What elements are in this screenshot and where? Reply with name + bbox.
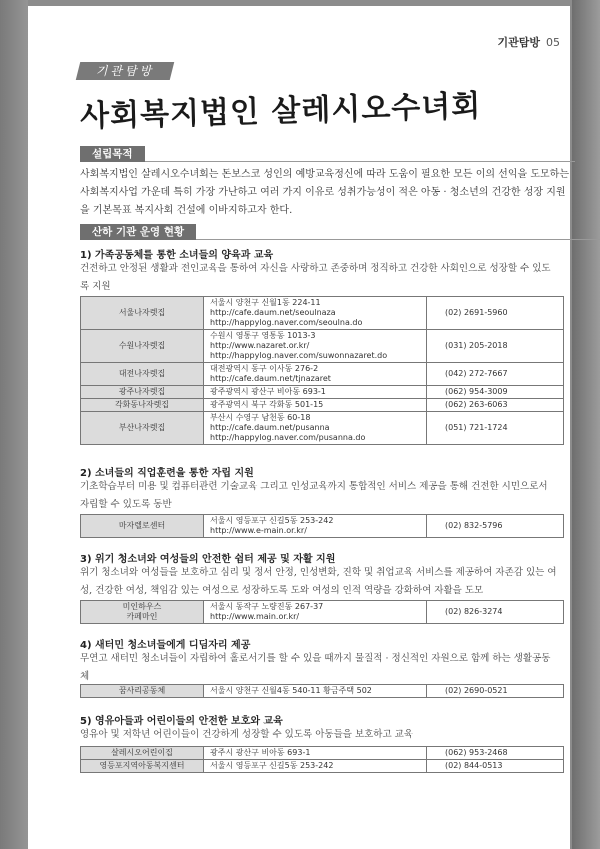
institution-phone: (02) 844-0513 <box>427 760 564 773</box>
section-2-desc: 기초학습부터 미용 및 컴퓨터관련 기술교육 그리고 인성교육까지 통합적인 서비스 제공을 통해 건전한 시민으로서 자립할 수 있도록 동반 <box>80 481 548 510</box>
purpose-text: 사회복지법인 살레시오수녀회는 돈보스코 성인의 예방교육정신에 따라 도움이 필요한 모든 이의 선익을 도모하는 사회복지사업 가운데 특히 가장 가난하고 여러 가지 이유로 성취가능성이 적은 아동 · 청소년의 건강한 성장 지원을 기본목표 복지사회 건설에 이바지하고자 한다. <box>80 169 569 216</box>
institution-row <box>81 685 564 698</box>
section-5-table <box>80 746 564 773</box>
institution-row <box>81 515 564 538</box>
institution-name: 서울나자렛집 <box>81 297 204 330</box>
section-2-table <box>80 514 564 538</box>
institution-url[interactable]: http://cafe.daum.net/tjnazaret <box>210 374 331 383</box>
institution-phone: (051) 721-1724 <box>427 412 564 445</box>
section-4-desc: 무연고 새터민 청소녀들이 자립하여 홀로서기를 할 수 있을 때까지 물질적 · 정신적인 자원으로 함께 하는 생활공동체 <box>80 653 551 682</box>
institution-url[interactable]: http://www.nazaret.or.kr/ <box>210 341 310 350</box>
institution-row <box>81 601 564 624</box>
institution-street-address: 대전광역시 동구 이사동 276-2 <box>210 364 319 373</box>
institution-address <box>204 386 427 399</box>
institution-row <box>81 760 564 773</box>
scan-left-margin <box>0 0 28 849</box>
institution-row <box>81 747 564 760</box>
institution-phone: (031) 205-2018 <box>427 330 564 363</box>
institution-url[interactable]: http://happylog.naver.com/suwonnazaret.do <box>210 351 388 360</box>
section-4-table <box>80 684 564 698</box>
section-badge <box>76 62 174 80</box>
institution-address <box>204 601 427 624</box>
institution-street-address: 서울시 양천구 신월4동 540-11 황금주택 502 <box>210 686 372 695</box>
institution-address <box>204 747 427 760</box>
institution-row <box>81 386 564 399</box>
section-badge-label: 기관탐방 <box>95 64 155 78</box>
institution-url[interactable]: http://www.e-main.or.kr/ <box>210 526 307 535</box>
institution-street-address: 수원시 영통구 영통동 1013-3 <box>210 331 316 340</box>
institution-name: 수원나자렛집 <box>81 330 204 363</box>
institution-row <box>81 363 564 386</box>
document-page <box>28 6 570 849</box>
institution-address <box>204 363 427 386</box>
section-3-desc: 위기 청소녀와 여성들을 보호하고 심리 및 정서 안정, 인성변화, 진학 및 취업교육 서비스를 제공하여 자존감 있는 여성, 건강한 여성, 책임감 있는 여성으로 성장하도록 도와 여성의 인적 역량을 강화하여 자활을 도모 <box>80 567 557 596</box>
institution-url[interactable]: http://cafe.daum.net/seoulnaza <box>210 308 336 317</box>
institution-phone: (062) 954-3009 <box>427 386 564 399</box>
institution-address <box>204 330 427 363</box>
institution-street-address: 광주시 광산구 비아동 693-1 <box>210 748 311 757</box>
institution-phone: (062) 953-2468 <box>427 747 564 760</box>
institution-url[interactable]: http://happylog.naver.com/pusanna.do <box>210 433 366 442</box>
institution-url[interactable]: http://cafe.daum.net/pusanna <box>210 423 330 432</box>
institution-address <box>204 760 427 773</box>
institution-street-address: 광주광역시 북구 각화동 501-15 <box>210 400 324 409</box>
page-title: 사회복지법인 살레시오수녀회 <box>79 88 482 135</box>
page-number: 05 <box>546 36 560 49</box>
section-3-table <box>80 600 564 624</box>
institution-name: 꿈사리공동체 <box>81 685 204 698</box>
institution-url[interactable]: http://happylog.naver.com/seoulna.do <box>210 318 363 327</box>
institution-phone: (02) 826-3274 <box>427 601 564 624</box>
institution-name: 마자렐로센터 <box>81 515 204 538</box>
institution-address <box>204 412 427 445</box>
institution-name: 살레시오어린이집 <box>81 747 204 760</box>
institution-name: 부산나자렛집 <box>81 412 204 445</box>
institution-row <box>81 330 564 363</box>
institution-phone: (062) 263-6063 <box>427 399 564 412</box>
institution-street-address: 서울시 영등포구 신길5동 253-242 <box>210 761 334 770</box>
section-4-title: 4) 새터민 청소녀들에게 디딤자리 제공 <box>80 640 251 651</box>
institution-phone: (02) 2690-0521 <box>427 685 564 698</box>
section-5-desc: 영유아 및 저학년 어린이들이 건강하게 성장할 수 있도록 아동들을 보호하고 교육 <box>80 729 414 740</box>
running-header-section: 기관탐방 <box>497 36 540 49</box>
institution-street-address: 광주광역시 광산구 비아동 693-1 <box>210 387 326 396</box>
section-3-title: 3) 위기 청소녀와 여성들의 안전한 쉼터 제공 및 자활 지원 <box>80 554 336 565</box>
institution-phone: (02) 2691-5960 <box>427 297 564 330</box>
institution-name: 대전나자렛집 <box>81 363 204 386</box>
institution-name: 광주나자렛집 <box>81 386 204 399</box>
institution-row <box>81 399 564 412</box>
institution-address <box>204 399 427 412</box>
section-1-title: 1) 가족공동체를 통한 소녀들의 양육과 교육 <box>80 250 274 261</box>
section-1-table <box>80 296 564 445</box>
institution-address <box>204 685 427 698</box>
operations-heading: 산하 기관 운영 현황 <box>80 224 196 240</box>
institution-phone: (02) 832-5796 <box>427 515 564 538</box>
institution-row <box>81 412 564 445</box>
purpose-heading: 설립목적 <box>80 146 145 162</box>
institution-name: 영등포지역아동복지센터 <box>81 760 204 773</box>
institution-name: 각화동나자렛집 <box>81 399 204 412</box>
institution-address <box>204 515 427 538</box>
institution-url[interactable]: http://www.main.or.kr/ <box>210 612 300 621</box>
institution-street-address: 부산시 수영구 남천동 60-18 <box>210 413 311 422</box>
institution-street-address: 서울시 영등포구 신길5동 253-242 <box>210 516 334 525</box>
section-5-title: 5) 영유아들과 어린이들의 안전한 보호와 교육 <box>80 716 283 727</box>
section-2-title: 2) 소녀들의 직업훈련을 통한 자립 지원 <box>80 468 254 479</box>
scan-right-margin <box>572 0 600 849</box>
institution-street-address: 서울시 동작구 노량진동 267-37 <box>210 602 324 611</box>
institution-name: 미인하우스 카페마인 <box>81 601 204 624</box>
section-1-desc: 건전하고 안정된 생활과 전인교육을 통하여 자신을 사랑하고 존중하며 정직하고 건강한 사회인으로 성장할 수 있도록 지원 <box>80 263 551 292</box>
running-header <box>497 34 560 50</box>
institution-address <box>204 297 427 330</box>
institution-row <box>81 297 564 330</box>
institution-phone: (042) 272-7667 <box>427 363 564 386</box>
institution-street-address: 서울시 양천구 신월1동 224-11 <box>210 298 321 307</box>
